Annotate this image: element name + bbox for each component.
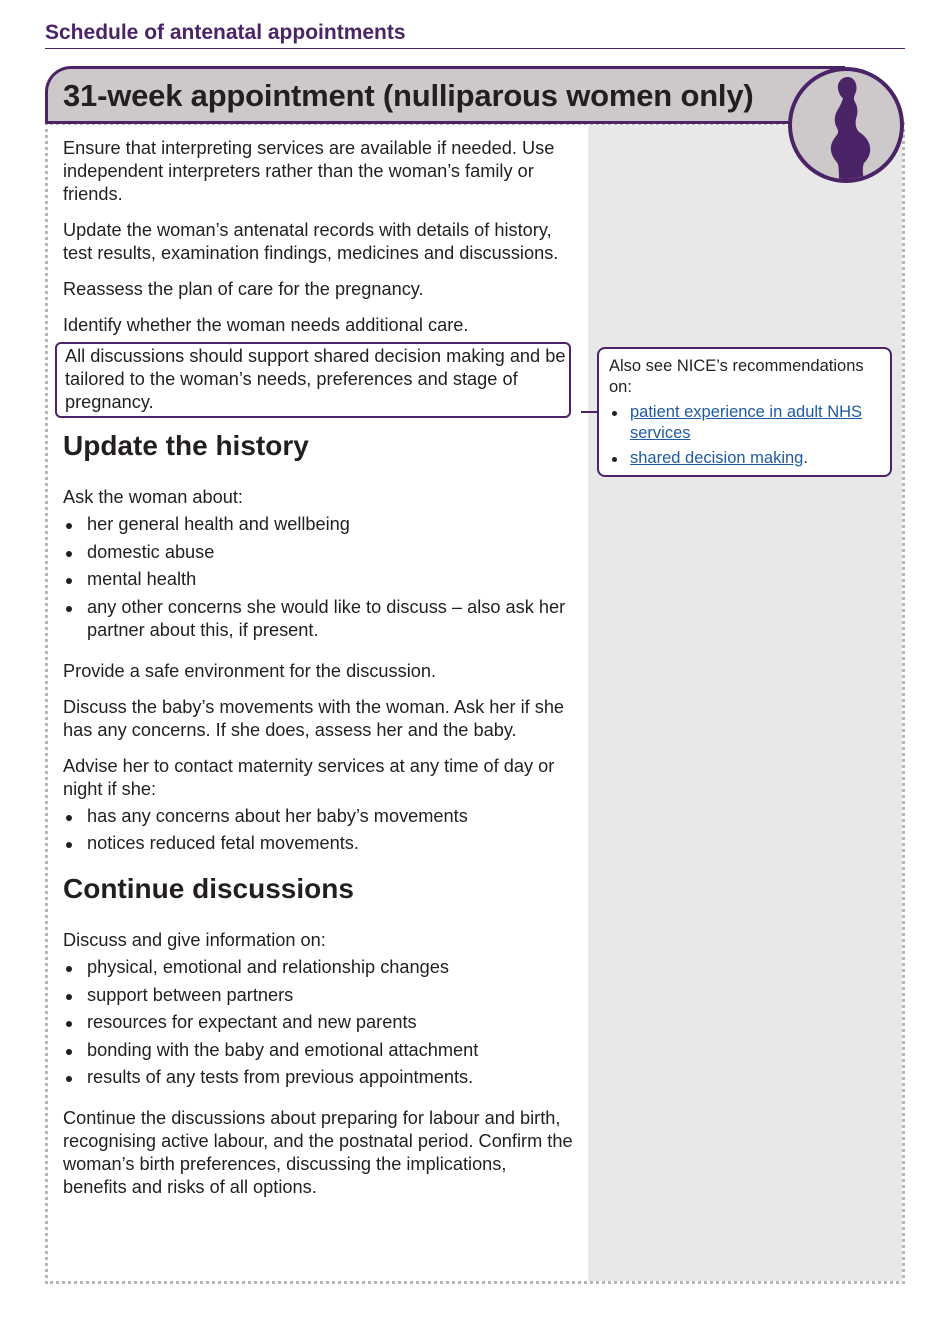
link-shared-decision-making[interactable]: shared decision making — [630, 449, 804, 467]
shared-decision-callout: All discussions should support shared decision making and be tailored to the woman’s needs, preferences and stage of pregnancy. — [55, 342, 571, 418]
link-suffix: . — [803, 449, 808, 467]
list-item: results of any tests from previous appointments. — [63, 1066, 573, 1089]
discussions-closing: Continue the discussions about preparing for labour and birth, recognising active labour, and the postnatal period. Confirm the woman’s birth preferences, discussing the implications, benefits and risks of all options. — [63, 1108, 573, 1197]
list-item: support between partners — [63, 984, 573, 1007]
see-also-item — [609, 402, 880, 444]
see-also-list — [609, 402, 880, 469]
link-patient-experience[interactable]: patient experience in adult NHS services — [630, 403, 863, 442]
list-item: any other concerns she would like to discuss – also ask her partner about this, if present. — [63, 596, 573, 642]
discussions-list — [63, 956, 573, 1089]
history-paragraph: Discuss the baby’s movements with the woman. Ask her if she has any concerns. If she does, assess her and the baby. — [63, 696, 565, 740]
main-column — [63, 137, 573, 1212]
advise-list — [63, 805, 573, 856]
see-also-intro: Also see NICE’s recommendations on: — [609, 357, 864, 396]
see-also-item — [609, 448, 880, 469]
section-heading-discussions: Continue discussions — [63, 873, 354, 904]
pregnant-silhouette-icon — [788, 67, 904, 183]
callout-connector — [581, 411, 598, 413]
list-item: physical, emotional and relationship changes — [63, 956, 573, 979]
history-list — [63, 513, 573, 642]
title-bar — [45, 66, 845, 124]
section-heading-history: Update the history — [63, 430, 309, 461]
intro-paragraph: Update the woman’s antenatal records with details of history, test results, examination findings, medicines and discussions. — [63, 220, 559, 263]
list-item: domestic abuse — [63, 541, 573, 564]
list-item: bonding with the baby and emotional attachment — [63, 1039, 573, 1062]
see-also-box — [597, 347, 892, 477]
history-paragraph: Provide a safe environment for the discussion. — [63, 660, 437, 681]
history-lead: Ask the woman about: — [63, 487, 243, 507]
list-item: her general health and wellbeing — [63, 513, 573, 536]
intro-paragraph: Reassess the plan of care for the pregnancy. — [63, 279, 424, 299]
page-title: 31-week appointment (nulliparous women only) — [63, 78, 754, 113]
intro-paragraph: Identify whether the woman needs additional care. — [63, 315, 469, 335]
list-item: resources for expectant and new parents — [63, 1011, 573, 1034]
list-item: has any concerns about her baby’s movements — [63, 805, 573, 828]
title-underline — [45, 121, 805, 124]
history-paragraph: Advise her to contact maternity services at any time of day or night if she: — [63, 755, 555, 799]
discussions-lead: Discuss and give information on: — [63, 930, 326, 950]
intro-paragraph: Ensure that interpreting services are available if needed. Use independent interpreters rather than the woman’s family or friends. — [63, 138, 555, 204]
running-head: Schedule of antenatal appointments — [45, 21, 905, 49]
list-item: notices reduced fetal movements. — [63, 832, 573, 855]
list-item: mental health — [63, 568, 573, 591]
